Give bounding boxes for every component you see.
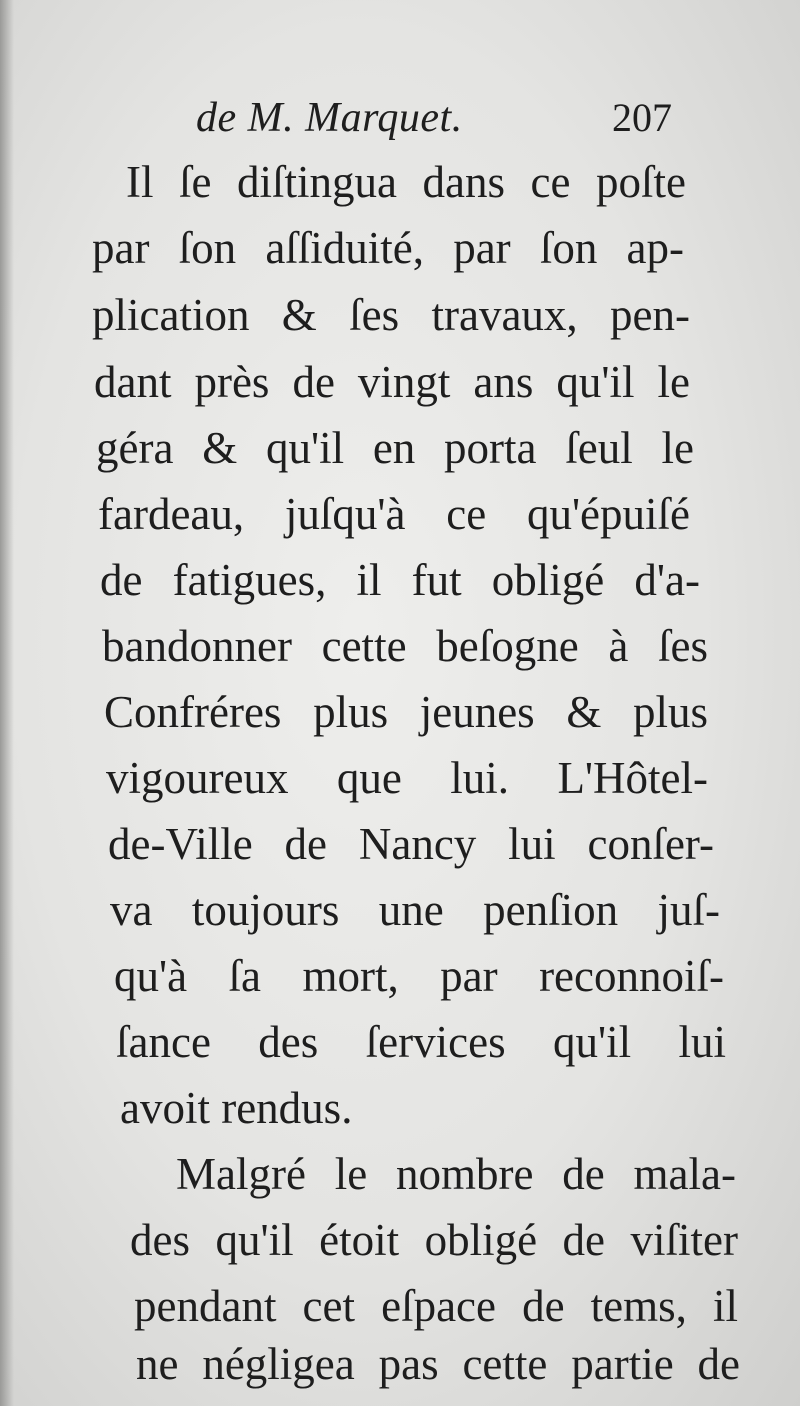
text-line: va toujours une penſion juſ- [110, 885, 720, 935]
text-line: par ſon aſſiduité, par ſon ap- [92, 223, 684, 273]
text-line: fardeau, juſqu'à ce qu'épuiſé [98, 489, 690, 539]
text-line: ne négligea pas cette partie de [136, 1339, 740, 1389]
text-line: pendant cet eſpace de tems, il [134, 1281, 738, 1331]
text-line: Il ſe diſtingua dans ce poſte [126, 157, 686, 207]
text-line: de fatigues, il fut obligé d'a- [100, 555, 700, 605]
text-line: des qu'il étoit obligé de viſiter [130, 1215, 738, 1265]
text-line: avoit rendus. [120, 1083, 353, 1133]
text-line: ſance des ſervices qu'il lui [116, 1017, 726, 1067]
text-line: de-Ville de Nancy lui conſer- [108, 819, 714, 869]
text-line: géra & qu'il en porta ſeul le [96, 423, 694, 473]
running-title: de M. Marquet. [196, 95, 463, 141]
page-number: 207 [612, 95, 672, 140]
text-line: vigoureux que lui. L'Hôtel- [106, 753, 708, 803]
text-line: plication & ſes travaux, pen- [92, 290, 690, 340]
text-line: Malgré le nombre de mala- [176, 1149, 736, 1199]
text-line: dant près de vingt ans qu'il le [94, 357, 690, 407]
text-line: Confréres plus jeunes & plus [104, 687, 708, 737]
text-line: qu'à ſa mort, par reconnoiſ- [114, 951, 724, 1001]
text-line: bandonner cette beſogne à ſes [102, 621, 708, 671]
